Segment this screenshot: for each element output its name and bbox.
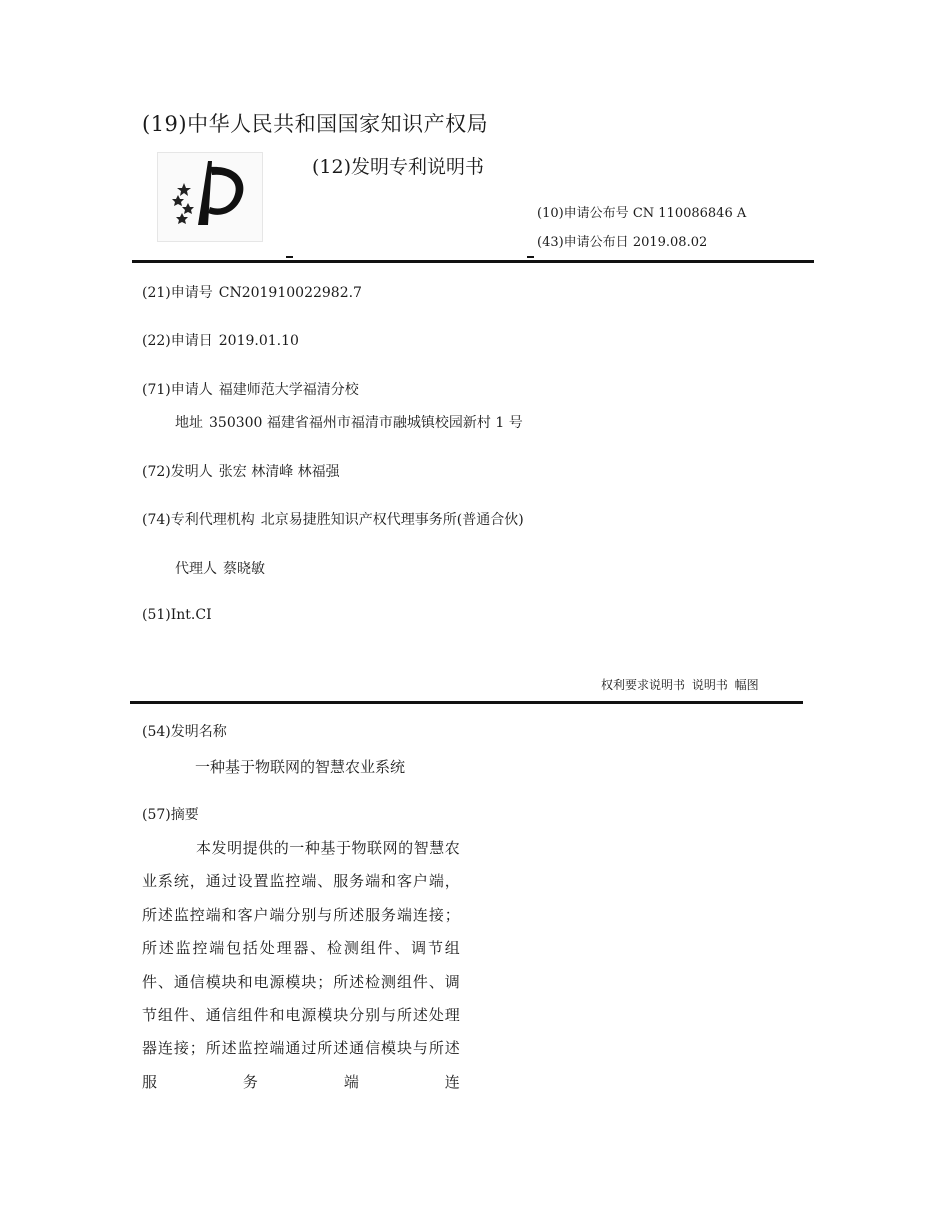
inventors-field bbox=[142, 461, 340, 481]
inventors-label: (72)发明人 bbox=[142, 464, 213, 480]
publication-number: (10)申请公布号 CN 110086846 A bbox=[537, 206, 747, 221]
document-type: (12)发明专利说明书 bbox=[312, 156, 485, 178]
abstract-text: 本发明提供的一种基于物联网的智慧农业系统，通过设置监控端、服务端和客户端，所述监控端和客户端分别与所述服务端连接；所述监控端包括处理器、检测组件、调节组件、通信模块和电源模块；所述检测组件、调节组件、通信组件和电源模块分别与所述处理器连接；所述监控端通过所述通信模块与所述服务端连 bbox=[142, 839, 460, 1091]
application-number-label: (21)申请号 bbox=[142, 285, 213, 301]
application-number-field bbox=[142, 282, 362, 302]
address-label: 地址 bbox=[175, 415, 203, 431]
publication-date: (43)申请公布日 2019.08.02 bbox=[537, 235, 708, 250]
patent-office-emblem-icon bbox=[157, 152, 263, 242]
application-date-value: 2019.01.10 bbox=[218, 333, 299, 349]
document-parts-reference: 权利要求说明书 说明书 幅图 bbox=[601, 678, 759, 692]
address-field bbox=[175, 412, 523, 432]
address-value: 350300 福建省福州市福清市融城镇校园新村 1 号 bbox=[209, 415, 523, 431]
agent-field bbox=[175, 558, 265, 578]
invention-title-label: (54)发明名称 bbox=[142, 724, 227, 740]
applicant-value: 福建师范大学福清分校 bbox=[218, 382, 359, 398]
application-number-value: CN201910022982.7 bbox=[218, 285, 362, 301]
int-cl-field bbox=[142, 607, 212, 623]
application-date-label: (22)申请日 bbox=[142, 333, 213, 349]
invention-title: 一种基于物联网的智慧农业系统 bbox=[195, 758, 406, 776]
inventors-value: 张宏 林清峰 林福强 bbox=[218, 464, 340, 480]
abstract-label: (57)摘要 bbox=[142, 807, 199, 823]
agent-label: 代理人 bbox=[175, 561, 217, 577]
issuing-office: (19)中华人民共和国国家知识产权局 bbox=[142, 112, 489, 136]
agent-value: 蔡晓敏 bbox=[223, 561, 265, 577]
applicant-label: (71)申请人 bbox=[142, 382, 213, 398]
divider-tick bbox=[286, 256, 293, 258]
header-divider bbox=[132, 260, 814, 263]
section-divider bbox=[130, 701, 803, 704]
divider-tick bbox=[527, 256, 534, 258]
agency-label: (74)专利代理机构 bbox=[142, 512, 255, 528]
application-date-field bbox=[142, 330, 299, 350]
int-cl-label: (51)Int.CI bbox=[142, 607, 212, 623]
agency-field bbox=[142, 509, 524, 529]
agency-value: 北京易捷胜知识产权代理事务所(普通合伙) bbox=[260, 512, 524, 528]
applicant-field bbox=[142, 379, 359, 399]
